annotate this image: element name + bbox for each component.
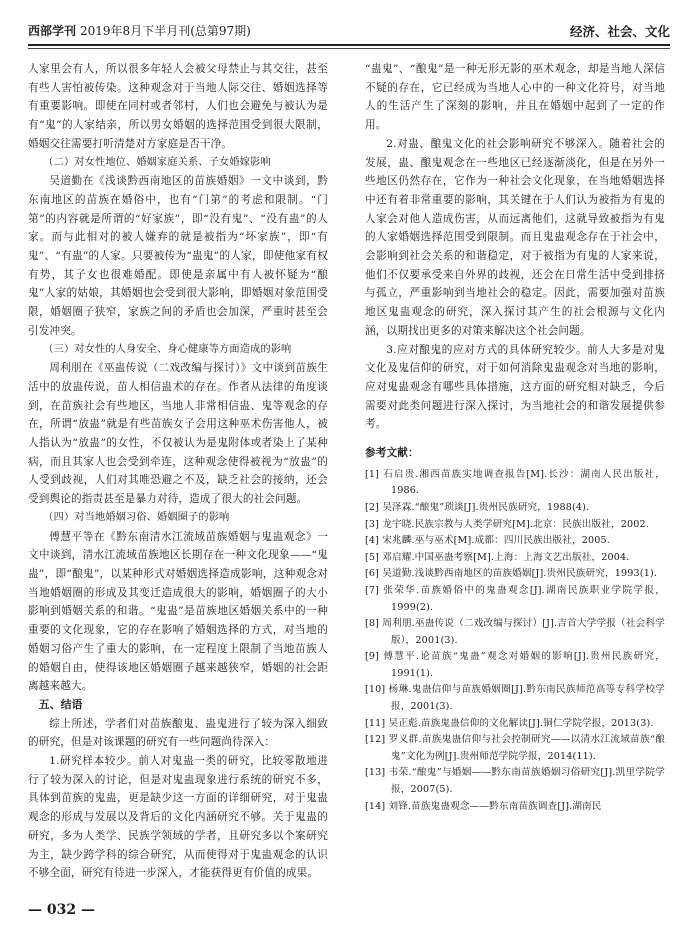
reference-item: [13] 韦荣.“酿鬼”与婚姻——黔东南苗族婚姻习俗研究[J].凯里学院学报，2007(5). xyxy=(365,767,665,796)
paragraph: 3.应对酿鬼的应对方式的具体研究较少。前人大多是对鬼文化及鬼信仰的研究，对于如何消除鬼蛊观念对当地的影响，应对鬼蛊观念有哪些具体措施，这方面的研究相对缺乏，今后需要对此类问题进行深入探讨，为当地社会的和谐发展提供参考。 xyxy=(365,343,665,431)
paragraph: 综上所述，学者们对苗族酿鬼、蛊鬼进行了较为深入细致的研究，但是对该课题的研究有一些问题尚待深入： xyxy=(28,717,328,749)
reference-item: [2] 吴泽霖.“酿鬼”琐谈[J].贵州民族研究，1988(4). xyxy=(365,501,590,513)
header-rule-thick xyxy=(28,44,670,46)
reference-item: [10] 杨琳.鬼蛊信仰与苗族婚姻圈[J].黔东南民族师范高等专科学校学报，2001(3). xyxy=(365,684,665,713)
header-rule-thin xyxy=(28,48,670,49)
section-heading: 五、结语 xyxy=(38,697,83,711)
page-number: — 032 — xyxy=(28,902,95,918)
subsection-heading: （四）对当地婚姻习俗、婚姻圈子的影响 xyxy=(43,511,230,523)
paragraph: 人家里会有人，所以很多年轻人会被父母禁止与其交往，甚至有些人害怕被传染。这种观念对于当地人际交往、婚姻选择等有重要影响。即使在同村或者邻村，人们也会避免与被认为是有“鬼”的人家结亲，所以男女婚姻的选择范围受到很大限制，婚姻交往需要打听清楚对方家庭是否干净。 xyxy=(28,63,328,150)
paragraph: 吴道勤在《浅谈黔西南地区的苗族婚姻》一文中谈到，黔东南地区的苗族在婚俗中，也有“门第”的考虑和限制。“门第”的内容就是所谓的“好家族”，即“没有鬼”、“没有蛊”的人家。而与此相对的被人嫌弃的就是被指为“坏家族”，即“有鬼”、“有蛊”的人家。只要被传为“蛊鬼”的人家，即使他家有权有势，其子女也很难婚配。即使是亲属中有人被怀疑为“酿鬼”人家的姑娘，其婚姻也会受到很大影响，即婚姻对象范围受限，婚姻圈子狭窄，家族之间的矛盾也会加深，严重时甚至会引发冲突。 xyxy=(28,175,328,337)
references-heading: 参考文献： xyxy=(365,447,419,460)
running-header xyxy=(28,22,670,40)
right-column xyxy=(365,60,665,815)
reference-item: [1] 石启贵.湘西苗族实地调查报告[M].长沙：湖南人民出版社，1986. xyxy=(365,468,665,497)
section-name: 经济、社会、文化 xyxy=(569,24,670,39)
reference-item: [3] 龙宇晓.民族宗教与人类学研究[M].北京：民族出版社，2002. xyxy=(365,518,649,530)
header-left xyxy=(28,22,251,39)
reference-item: [9] 傅慧平.论苗族“鬼蛊”观念对婚姻的影响[J].贵州民族研究，1991(1). xyxy=(365,651,665,679)
left-column xyxy=(28,60,328,883)
paragraph: 周利朋在《巫蛊传说（二戏改编与探讨）》文中谈到苗族生活中的放蛊传说，苗人相信蛊术的存在。作者从法律的角度谈到，在苗族社会有些地区，当地人非常相信蛊、鬼等观念的存在，所谓“放蛊”就是有些苗族女子会用这种巫术伤害他人，被人指认为“放蛊”的女性，不仅被认为是鬼附体或者染上了某种病，而且其家人也会受到牵连，这种观念使得被视为“放蛊”的人受到歧视，人们对其唯恐避之不及，缺乏社会的接纳，还会受到舆论的指责甚至是暴力对待，造成了很大的社会问题。 xyxy=(28,362,328,506)
reference-item: [7] 张荣华.苗族婚俗中的鬼蛊观念[J].湖南民族职业学院学报，1999(2). xyxy=(365,584,665,613)
reference-list xyxy=(365,467,665,815)
paragraph: “蛊鬼”、“酿鬼”是一种无形无影的巫术观念，却是当地人深信不疑的存在，它已经成为当地人心中的一种文化符号，对当地人的生活产生了深刻的影响，并且在婚姻中起到了一定的作用。 xyxy=(365,63,665,132)
paragraph: 2.对蛊、酿鬼文化的社会影响研究不够深入。随着社会的发展，蛊、酿鬼观念在一些地区已经逐渐淡化，但是在另外一些地区仍然存在，它作为一种社会文化现象，在当地婚姻选择中还有着非常重要的影响，其关键在于人们认为被指为有鬼的人家会对他人造成伤害，从而远离他们，这就导致被指为有鬼的人家婚姻选择范围受到限制。而且鬼蛊观念存在于社会中，会影响到社会关系的和谐稳定，对于被指为有鬼的人家来说，他们不仅要承受来自外界的歧视，还会在日常生活中受到排挤与孤立，严重影响到当地社会的稳定。因此，需要加强对苗族地区鬼蛊观念的研究，深入探讨其产生的社会根源与文化内涵，以期找出更多的对策来解决这个社会问题。 xyxy=(365,137,665,337)
issue-info: 2019年8月下半月刊(总第97期) xyxy=(80,24,251,38)
reference-item: [11] 吴正彪.苗族鬼蛊信仰的文化解读[J].铜仁学院学报，2013(3). xyxy=(365,717,654,729)
reference-item: [12] 罗义群.苗族鬼蛊信仰与社会控制研究——以清水江流域苗族“酿鬼”文化为例[J].贵州师范学院学报，2014(11). xyxy=(365,734,665,762)
journal-name: 西部学刊 xyxy=(28,24,77,38)
reference-item: [5] 邓启耀.中国巫蛊考察[M].上海：上海文艺出版社，2004. xyxy=(365,551,630,563)
paragraph: 1.研究样本较少。前人对鬼蛊一类的研究，比较零散地进行了较为深入的讨论，但是对鬼蛊现象进行系统的研究不多，具体到苗族的鬼蛊，更是缺少这一方面的详细研究，对于鬼蛊观念的形成与发展以及背后的文化内涵研究不够。关于鬼蛊的研究，多为人类学、民族学领域的学者，且研究多以个案研究为主，缺少跨学科的综合研究，从而使得对于鬼蛊观念的认识不够全面，研究有待进一步深入，才能获得更有价值的成果。 xyxy=(28,755,328,880)
reference-item: [14] 刘锋.苗族鬼蛊观念——黔东南苗族调查[J].湖南民 xyxy=(365,800,602,812)
paragraph: 傅慧平等在《黔东南清水江流域苗族婚姻与鬼蛊观念》一文中谈到，清水江流域苗族地区长期存在一种文化现象——“鬼蛊”，即“酿鬼”，以某种形式对婚姻选择造成影响，这种观念对当地婚姻圈的形成及其变迁造成很大的影响，婚姻圈子的大小影响到婚姻关系的和谐。“鬼蛊”是苗族地区婚姻关系中的一种重要的文化现象，它的存在影响了婚姻选择的方式，对当地的婚姻习俗产生了重大的影响，在一定程度上限制了当地苗族人的婚姻自由，使得该地区婚姻圈子越来越狭窄，婚姻的社会距离越来越大。 xyxy=(28,530,328,693)
subsection-heading: （三）对女性的人身安全、身心健康等方面造成的影响 xyxy=(43,343,292,355)
subsection-heading: （二）对女性地位、婚姻家庭关系、子女婚嫁影响 xyxy=(43,156,271,168)
reference-item: [8] 周利朋.巫蛊传说（二戏改编与探讨）[J].吉首大学学报（社会科学版），2001(3). xyxy=(365,618,665,646)
reference-item: [6] 吴道勤.浅谈黔西南地区的苗族婚姻[J].贵州民族研究，1993(1). xyxy=(365,568,658,580)
reference-item: [4] 宋兆麟.巫与巫术[M].成都：四川民族出版社，2005. xyxy=(365,535,610,547)
